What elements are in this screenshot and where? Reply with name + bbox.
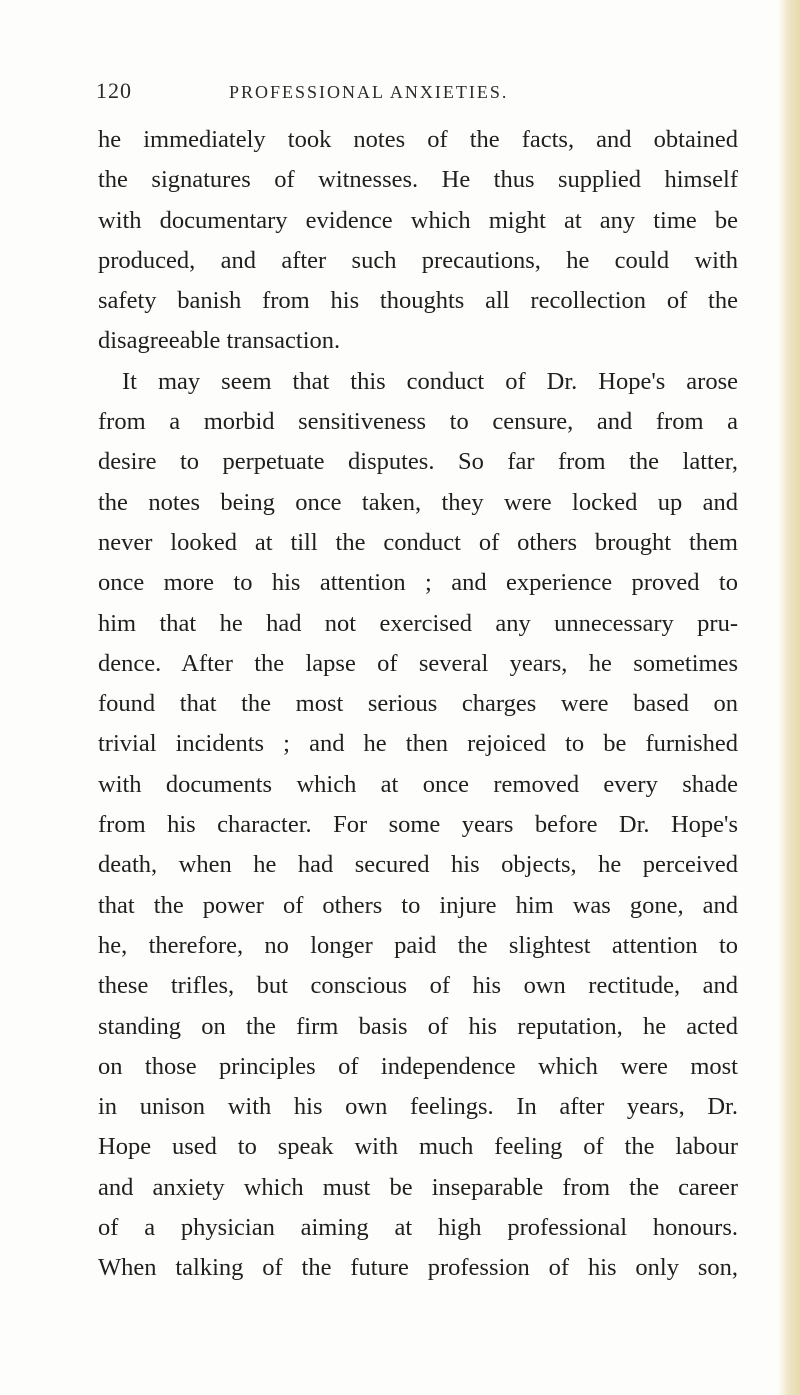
text-line: dence. After the lapse of several years, he sometimes — [98, 649, 738, 677]
text-line: from a morbid sensitiveness to censure, and from a — [98, 408, 738, 436]
text-line: It may seem that this conduct of Dr. Hope's arose — [122, 367, 738, 395]
text-line: from his character. For some years before Dr. Hope's — [98, 811, 738, 839]
text-line: on those principles of independence which were most — [98, 1052, 738, 1080]
text-line: Hope used to speak with much feeling of the labour — [98, 1133, 738, 1161]
text-line: and anxiety which must be inseparable from the career — [98, 1173, 738, 1201]
text-line: of a physician aiming at high professional honours. — [98, 1214, 738, 1242]
text-line: found that the most serious charges were based on — [98, 690, 738, 718]
body-text — [98, 120, 738, 1289]
text-line: the signatures of witnesses. He thus supplied himself — [98, 166, 738, 194]
text-line: him that he had not exercised any unnecessary pru- — [98, 609, 738, 637]
page-number: 120 — [96, 78, 132, 103]
text-line: these trifles, but conscious of his own rectitude, and — [98, 972, 738, 1000]
text-line: safety banish from his thoughts all recollection of the — [98, 287, 738, 315]
text-line: in unison with his own feelings. In after years, Dr. — [98, 1093, 738, 1121]
text-line: once more to his attention ; and experience proved to — [98, 569, 738, 597]
text-line: trivial incidents ; and he then rejoiced to be furnished — [98, 730, 738, 758]
text-line: produced, and after such precautions, he could with — [98, 246, 738, 274]
page-header — [96, 78, 736, 110]
text-line: never looked at till the conduct of others brought them — [98, 528, 738, 556]
text-line: with documentary evidence which might at any time be — [98, 206, 738, 234]
running-head: PROFESSIONAL ANXIETIES. — [229, 82, 509, 102]
text-line: the notes being once taken, they were locked up and — [98, 488, 738, 516]
text-line: death, when he had secured his objects, he perceived — [98, 851, 738, 879]
text-line: he, therefore, no longer paid the slightest attention to — [98, 931, 738, 959]
text-line: that the power of others to injure him was gone, and — [98, 891, 738, 919]
text-line: desire to perpetuate disputes. So far from the latter, — [98, 448, 738, 476]
text-line: disagreeable transaction. — [98, 327, 341, 355]
page-edge-shadow — [778, 0, 800, 1395]
text-line: with documents which at once removed every shade — [98, 770, 738, 798]
text-line: When talking of the future profession of his only son, — [98, 1254, 738, 1282]
text-line: standing on the firm basis of his reputation, he acted — [98, 1012, 738, 1040]
text-line: he immediately took notes of the facts, and obtained — [98, 126, 738, 153]
